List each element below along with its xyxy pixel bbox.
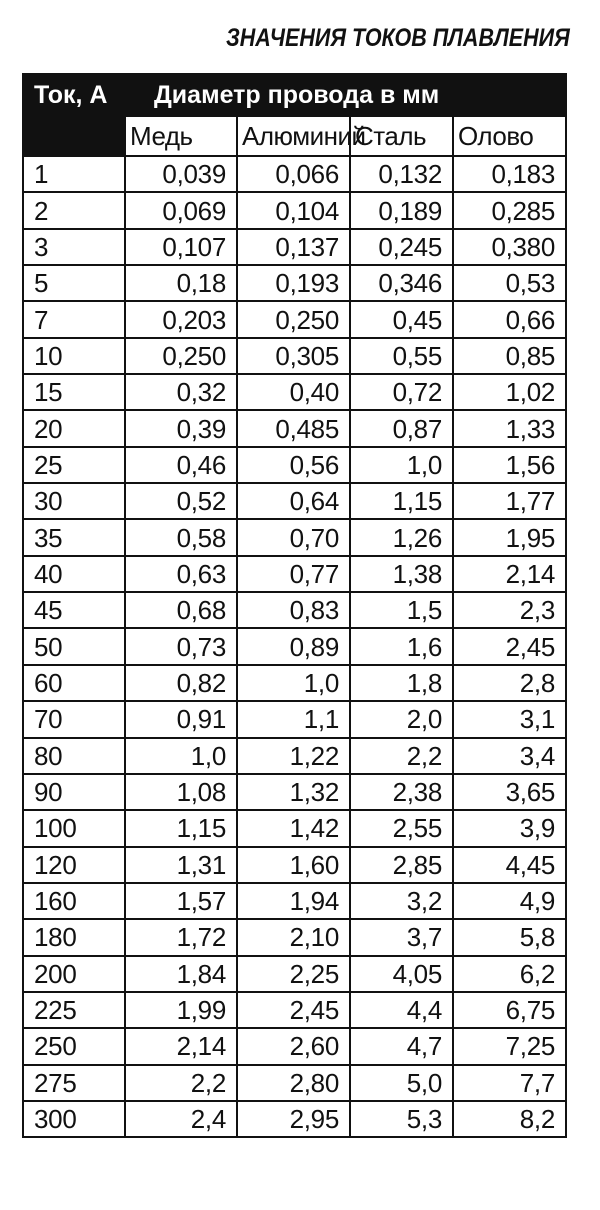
copper-cell: 0,39: [125, 410, 237, 446]
table-row: [23, 956, 566, 992]
current-cell: 2: [23, 192, 125, 228]
steel-cell: 1,38: [350, 556, 453, 592]
aluminum-cell: 0,137: [237, 229, 350, 265]
steel-cell: 3,2: [350, 883, 453, 919]
copper-cell: 1,72: [125, 919, 237, 955]
steel-cell: 0,87: [350, 410, 453, 446]
steel-cell: 4,7: [350, 1028, 453, 1064]
current-column-header: Ток, А: [23, 74, 125, 116]
steel-cell: 2,55: [350, 810, 453, 846]
aluminum-cell: 0,70: [237, 519, 350, 555]
steel-cell: 0,189: [350, 192, 453, 228]
tin-cell: 4,9: [453, 883, 566, 919]
aluminum-cell: 0,64: [237, 483, 350, 519]
steel-cell: 4,4: [350, 992, 453, 1028]
steel-cell: 2,85: [350, 847, 453, 883]
table-row: [23, 628, 566, 664]
current-cell: 35: [23, 519, 125, 555]
current-cell: 80: [23, 738, 125, 774]
aluminum-cell: 2,10: [237, 919, 350, 955]
table-row: [23, 883, 566, 919]
aluminum-cell: 0,89: [237, 628, 350, 664]
copper-cell: 1,0: [125, 738, 237, 774]
copper-cell: 0,68: [125, 592, 237, 628]
tin-cell: 3,1: [453, 701, 566, 737]
tin-cell: 1,56: [453, 447, 566, 483]
table-row: [23, 301, 566, 337]
steel-cell: 1,5: [350, 592, 453, 628]
current-cell: 7: [23, 301, 125, 337]
aluminum-cell: 1,42: [237, 810, 350, 846]
current-cell: 90: [23, 774, 125, 810]
table-row: [23, 919, 566, 955]
metal-header-tin: Олово: [453, 116, 566, 156]
tin-cell: 3,4: [453, 738, 566, 774]
tin-cell: 3,65: [453, 774, 566, 810]
tin-cell: 0,285: [453, 192, 566, 228]
metal-header-steel: Сталь: [350, 116, 453, 156]
copper-cell: 1,57: [125, 883, 237, 919]
copper-cell: 0,039: [125, 156, 237, 192]
copper-cell: 1,99: [125, 992, 237, 1028]
page-title: ЗНАЧЕНИЯ ТОКОВ ПЛАВЛЕНИЯ: [226, 24, 570, 52]
copper-cell: 2,14: [125, 1028, 237, 1064]
steel-cell: 5,0: [350, 1065, 453, 1101]
steel-cell: 2,0: [350, 701, 453, 737]
tin-cell: 1,95: [453, 519, 566, 555]
current-cell: 30: [23, 483, 125, 519]
tin-cell: 1,33: [453, 410, 566, 446]
table-row: [23, 1028, 566, 1064]
aluminum-cell: 2,25: [237, 956, 350, 992]
current-cell: 3: [23, 229, 125, 265]
copper-cell: 0,107: [125, 229, 237, 265]
table-row: [23, 556, 566, 592]
tin-cell: 2,14: [453, 556, 566, 592]
steel-cell: 1,26: [350, 519, 453, 555]
copper-cell: 0,203: [125, 301, 237, 337]
aluminum-cell: 2,60: [237, 1028, 350, 1064]
melting-current-table: [22, 73, 567, 1138]
steel-cell: 0,72: [350, 374, 453, 410]
aluminum-cell: 0,250: [237, 301, 350, 337]
aluminum-cell: 0,485: [237, 410, 350, 446]
table-row: [23, 410, 566, 446]
current-cell: 10: [23, 338, 125, 374]
table-row: [23, 483, 566, 519]
aluminum-cell: 0,104: [237, 192, 350, 228]
aluminum-cell: 1,1: [237, 701, 350, 737]
table-row: [23, 156, 566, 192]
table-row: [23, 701, 566, 737]
current-cell: 15: [23, 374, 125, 410]
current-cell: 70: [23, 701, 125, 737]
steel-cell: 1,8: [350, 665, 453, 701]
copper-cell: 0,73: [125, 628, 237, 664]
current-cell: 200: [23, 956, 125, 992]
table-row: [23, 992, 566, 1028]
table-row: [23, 374, 566, 410]
tin-cell: 0,380: [453, 229, 566, 265]
current-cell: 50: [23, 628, 125, 664]
metal-header-aluminum: Алюминий: [237, 116, 350, 156]
steel-cell: 0,45: [350, 301, 453, 337]
copper-cell: 0,52: [125, 483, 237, 519]
aluminum-cell: 0,56: [237, 447, 350, 483]
aluminum-cell: 0,83: [237, 592, 350, 628]
steel-cell: 3,7: [350, 919, 453, 955]
table-row: [23, 592, 566, 628]
current-cell: 100: [23, 810, 125, 846]
table-row: [23, 810, 566, 846]
aluminum-cell: 1,94: [237, 883, 350, 919]
tin-cell: 4,45: [453, 847, 566, 883]
current-cell: 275: [23, 1065, 125, 1101]
tin-cell: 0,85: [453, 338, 566, 374]
current-cell: 60: [23, 665, 125, 701]
aluminum-cell: 0,193: [237, 265, 350, 301]
current-cell: 160: [23, 883, 125, 919]
current-cell: 1: [23, 156, 125, 192]
tin-cell: 1,02: [453, 374, 566, 410]
current-cell: 25: [23, 447, 125, 483]
copper-cell: 0,91: [125, 701, 237, 737]
tin-cell: 8,2: [453, 1101, 566, 1137]
copper-cell: 0,58: [125, 519, 237, 555]
current-header-filler: [23, 116, 125, 156]
copper-cell: 0,18: [125, 265, 237, 301]
tin-cell: 1,77: [453, 483, 566, 519]
steel-cell: 0,132: [350, 156, 453, 192]
diameter-group-header: Диаметр провода в мм: [125, 74, 566, 116]
copper-cell: 0,46: [125, 447, 237, 483]
aluminum-cell: 0,40: [237, 374, 350, 410]
table-row: [23, 265, 566, 301]
tin-cell: 2,8: [453, 665, 566, 701]
aluminum-cell: 2,80: [237, 1065, 350, 1101]
aluminum-cell: 1,60: [237, 847, 350, 883]
metal-header-copper: Медь: [125, 116, 237, 156]
tin-cell: 2,45: [453, 628, 566, 664]
aluminum-cell: 1,22: [237, 738, 350, 774]
copper-cell: 1,15: [125, 810, 237, 846]
steel-cell: 0,55: [350, 338, 453, 374]
aluminum-cell: 1,32: [237, 774, 350, 810]
table-row: [23, 519, 566, 555]
table-row: [23, 1065, 566, 1101]
copper-cell: 0,250: [125, 338, 237, 374]
steel-cell: 5,3: [350, 1101, 453, 1137]
table-row: [23, 338, 566, 374]
current-cell: 225: [23, 992, 125, 1028]
copper-cell: 2,4: [125, 1101, 237, 1137]
table-row: [23, 774, 566, 810]
tin-cell: 3,9: [453, 810, 566, 846]
table-row: [23, 665, 566, 701]
copper-cell: 1,08: [125, 774, 237, 810]
table-body: [23, 156, 566, 1137]
tin-cell: 0,183: [453, 156, 566, 192]
current-cell: 20: [23, 410, 125, 446]
aluminum-cell: 2,95: [237, 1101, 350, 1137]
tin-cell: 6,2: [453, 956, 566, 992]
table-row: [23, 847, 566, 883]
header-row-top: [23, 74, 566, 116]
current-cell: 250: [23, 1028, 125, 1064]
aluminum-cell: 0,066: [237, 156, 350, 192]
tin-cell: 5,8: [453, 919, 566, 955]
table-row: [23, 229, 566, 265]
steel-cell: 1,6: [350, 628, 453, 664]
current-cell: 40: [23, 556, 125, 592]
table-row: [23, 192, 566, 228]
current-cell: 300: [23, 1101, 125, 1137]
tin-cell: 6,75: [453, 992, 566, 1028]
copper-cell: 1,84: [125, 956, 237, 992]
copper-cell: 0,32: [125, 374, 237, 410]
aluminum-cell: 0,305: [237, 338, 350, 374]
current-cell: 180: [23, 919, 125, 955]
copper-cell: 0,63: [125, 556, 237, 592]
steel-cell: 1,15: [350, 483, 453, 519]
current-cell: 45: [23, 592, 125, 628]
aluminum-cell: 2,45: [237, 992, 350, 1028]
steel-cell: 4,05: [350, 956, 453, 992]
current-cell: 120: [23, 847, 125, 883]
aluminum-cell: 0,77: [237, 556, 350, 592]
table-row: [23, 738, 566, 774]
copper-cell: 0,82: [125, 665, 237, 701]
table-row: [23, 447, 566, 483]
aluminum-cell: 1,0: [237, 665, 350, 701]
steel-cell: 1,0: [350, 447, 453, 483]
steel-cell: 2,2: [350, 738, 453, 774]
steel-cell: 2,38: [350, 774, 453, 810]
copper-cell: 2,2: [125, 1065, 237, 1101]
tin-cell: 0,53: [453, 265, 566, 301]
tin-cell: 7,7: [453, 1065, 566, 1101]
tin-cell: 7,25: [453, 1028, 566, 1064]
tin-cell: 0,66: [453, 301, 566, 337]
steel-cell: 0,245: [350, 229, 453, 265]
tin-cell: 2,3: [453, 592, 566, 628]
table-row: [23, 1101, 566, 1137]
copper-cell: 0,069: [125, 192, 237, 228]
steel-cell: 0,346: [350, 265, 453, 301]
header-row-metals: [23, 116, 566, 156]
copper-cell: 1,31: [125, 847, 237, 883]
table-header: [23, 74, 566, 156]
current-cell: 5: [23, 265, 125, 301]
